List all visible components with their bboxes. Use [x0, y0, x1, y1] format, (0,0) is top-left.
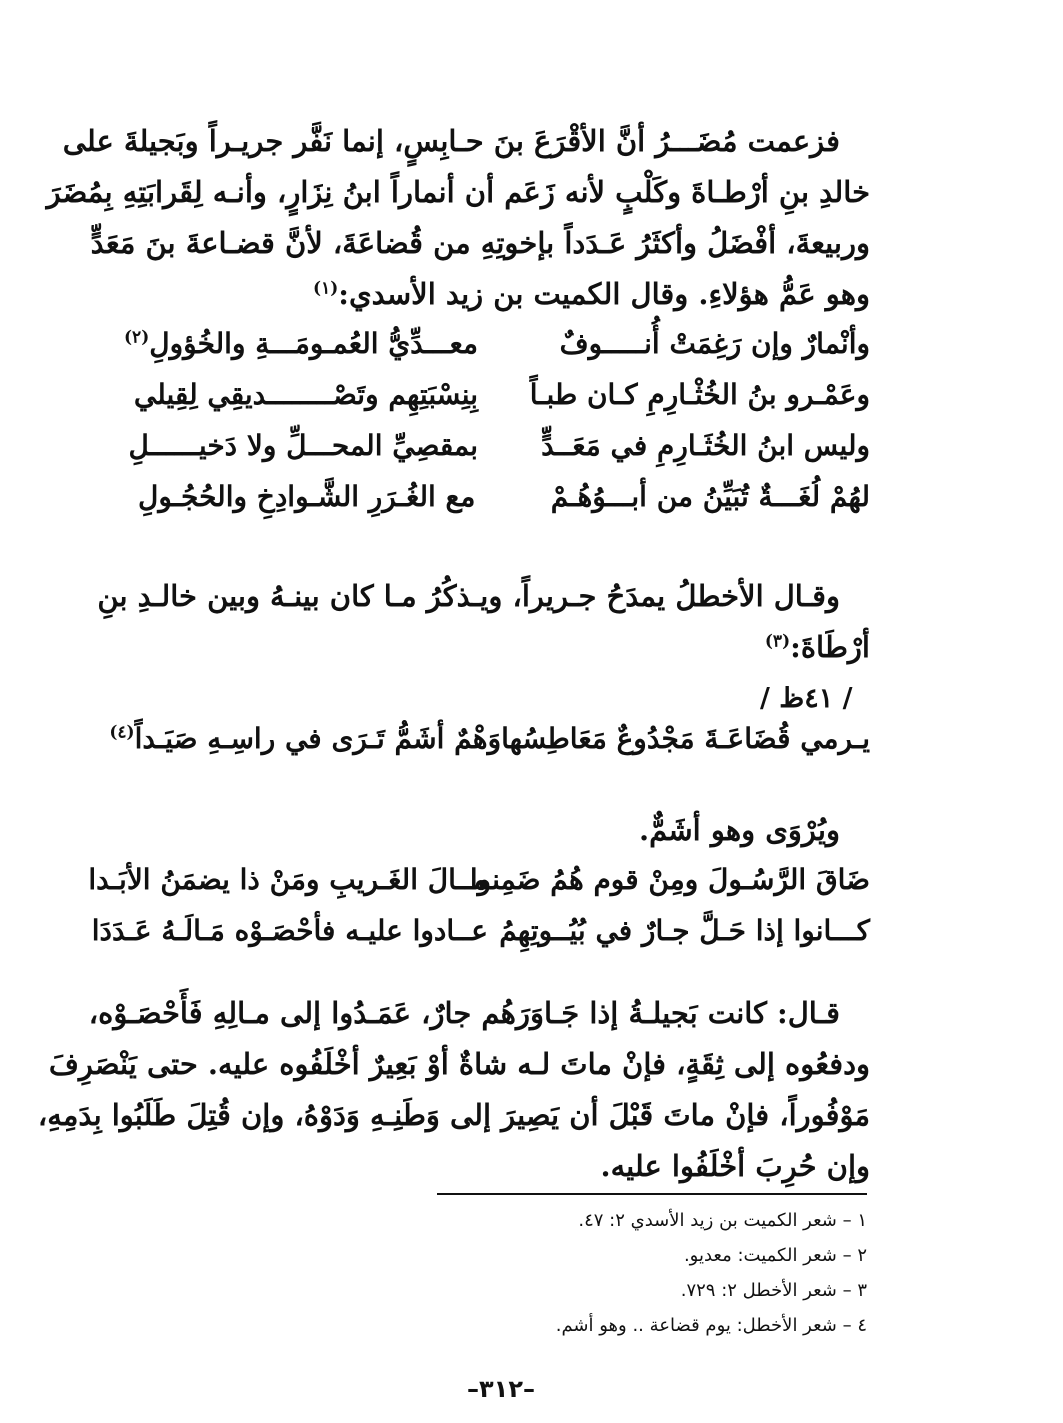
text-line: خالدِ بنِ أرْطـاةَ وكَلْبٍ لأنه زَعَم أن أنماراً ابنُ نِزَارٍ، وأنـه لِقَرابَتِهِ بِمُضَرَ [46, 175, 870, 209]
verse-first-hemistich: يـرمي قُضَاعَـةَ مَجْدُوعٌ مَعَاطِسُها [501, 722, 870, 755]
text-line [138, 269, 870, 320]
verse-second-hemistich: مــالَ الغَـريبِ ومَنْ ذا يضمَنُ الأبَـدا [88, 863, 488, 896]
verse-second-hemistich [124, 318, 478, 369]
verse [91, 905, 870, 956]
text-line: قـال: كانت بَجيلـةُ إذا جَـاوَرَهُم جارٌ، عَمَـدُوا إلى مـالِهِ فَأَحْصَـوْه، [88, 996, 840, 1030]
verse-second-hemistich [109, 722, 501, 755]
hemistich-text: وَهْمٌ أشَمُّ تَـرَى في راسِـهِ صَيَـداً [134, 722, 502, 755]
verse-first-hemistich: ضَاقَ الرَّسُـولَ ومِنْ قوم هُمُ ضَمِنوا [469, 863, 870, 896]
text-line: فزعمت مُضَـــرُ أنَّ الأقْرَعَ بنَ حـابِسٍ، إنما نَفَّر جريـراً وبَجيلةَ على [62, 124, 840, 158]
verse [133, 369, 870, 420]
verse-second-hemistich: بِنِسْبَتِهِم وتَصْــــــــديقِي لِقِيلي [133, 378, 478, 411]
text-line: ودفعُوه إلى ثِقَةٍ، فإنْ ماتَ لـه شاةٌ أوْ بَعِيرٌ أخْلَفُوه عليه. حتى يَنْصَرِفَ [48, 1047, 870, 1081]
footnote-ref: (٣) [764, 631, 791, 652]
footnote-ref: (٤) [109, 722, 135, 743]
verse-first-hemistich: وليس ابنُ الخُثَـارِمِ في مَعَــدٍّ [541, 429, 870, 462]
paragraph-2 [97, 571, 870, 673]
verse-first-hemistich: وأنْمارٌ وإن رَغِمَتْ أُنـــــوفٌ [559, 327, 870, 360]
text-line: مَوْفُوراً، فإنْ ماتَ قَبْلَ أن يَصِيرَ إلى وَطَنِـهِ وَدَوْهُ، وإن قُتِلَ طَلَبُوا بِدَمِهِ، [37, 1098, 870, 1132]
footnote-divider [437, 1193, 867, 1195]
hemistich-text: معـــدِّيُّ العُمـومَـــةِ والخُؤولِ [149, 327, 478, 360]
verse [88, 854, 870, 905]
text-line [138, 622, 870, 673]
text-line: وإن حُرِبَ أخْلَفُوا عليه. [600, 1149, 870, 1183]
footnote: ٣ – شعر الأخطل ٢: ٧٢٩. [680, 1280, 867, 1301]
text-line: ويُرْوَى وهو أشَمٌّ. [638, 813, 840, 847]
verse-second-hemistich: بمقصِيِّ المحـــلِّ ولا دَخيــــــلِ [128, 429, 478, 462]
footnote: ٤ – شعر الأخطل: يوم قضاعة .. وهو أشم. [555, 1315, 867, 1336]
page-number: –٣١٢– [467, 1375, 535, 1403]
footnote-ref: (٢) [124, 327, 150, 348]
footnote: ١ – شعر الكميت بن زيد الأسدي ٢: ٤٧. [578, 1210, 867, 1231]
verse-first-hemistich: وعَمْـرو بنُ الخُثْـارِمِ كـان طبـاً [529, 378, 870, 411]
verse-first-hemistich: لهُمْ لُغَـــةٌ تُبَيِّنُ من أبـــوُهُـمْ [550, 480, 870, 513]
folio-marker: / ٤١ظ / [760, 683, 853, 714]
paragraph-1 [46, 116, 870, 320]
verses-group-b [88, 854, 870, 956]
footnote-ref: (١) [313, 278, 339, 299]
verses-group-a [124, 318, 870, 522]
text-line: وربيعةَ، أفْضَلُ وأكثَرُ عَـدَداً بإخوتِهِ من قُضاعَةَ، لأنَّ قضـاعةَ بنَ مَعَدٍّ [90, 226, 870, 260]
verse-single [109, 722, 870, 755]
verse [124, 318, 870, 369]
verse [128, 420, 870, 471]
footnote: ٢ – شعر الكميت: معديو. [683, 1245, 867, 1266]
verse-second-hemistich: مع الغُـرَرِ الشَّـوادِخِ والحُجُـولِ [138, 480, 476, 513]
verse-second-hemistich: عــادوا عليـه فأحْصَـوْه مَـالَـهُ عَـدَدَا [91, 914, 488, 947]
footnotes [437, 1203, 867, 1343]
text-line: وقـال الأخطلُ يمدَحُ جـريراً، ويـذكُرُ مـا كان بينـهُ وبين خالـدِ بنِ [97, 579, 840, 613]
text-line-content: وهو عَمُّ هؤلاءِ. وقال الكميت بن زيد الأسدي: [338, 277, 870, 311]
text-line-content: أرْطَاةَ: [790, 630, 870, 664]
verse [138, 471, 870, 522]
paragraph-4 [37, 988, 870, 1192]
verse-first-hemistich: كـــانوا إذا حَـلَّ جـارٌ في بُيُــوتِهِمُ [499, 914, 870, 947]
paragraph-3 [138, 805, 870, 856]
